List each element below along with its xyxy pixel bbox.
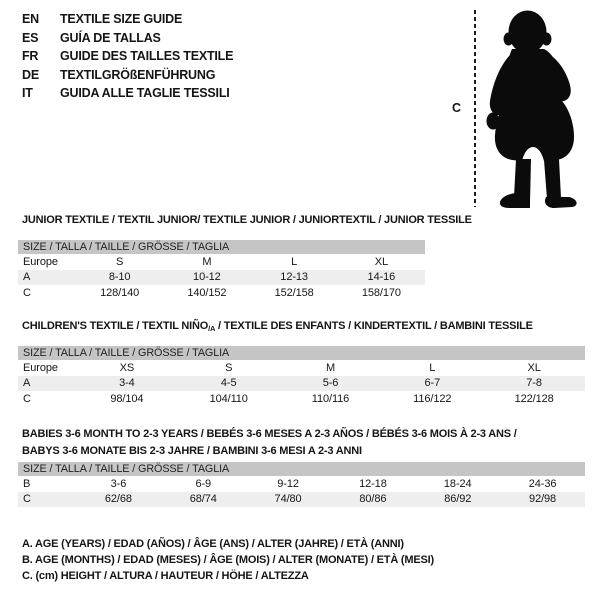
note-age-years: A. AGE (YEARS) / EDAD (AÑOS) / ÂGE (ANS) / ALTER (JAHRE) / ETÀ (ANNI) [22, 538, 404, 550]
row-label: Europe [23, 255, 58, 268]
table-row-age-months [18, 476, 585, 492]
language-list [22, 10, 233, 103]
lang-row-en [22, 10, 233, 29]
children-title-rest: / TEXTILE DES ENFANTS / KINDERTEXTIL / BAMBINI TESSILE [215, 320, 533, 332]
size-cell: 7-8 [483, 376, 585, 392]
size-header-text: SIZE / TALLA / TAILLE / GRÖSSE / TAGLIA [18, 346, 585, 360]
babies-title-line1: BABIES 3-6 MONTH TO 2-3 YEARS / BEBÉS 3-6 MESES A 2-3 AÑOS / BÉBÉS 3-6 MOIS À 2-3 ANS / [22, 428, 517, 440]
babies-section-title [22, 426, 517, 459]
size-cell: 74/80 [246, 492, 331, 508]
size-cell: 62/68 [76, 492, 161, 508]
size-header-bar [18, 240, 425, 254]
lang-row-es [22, 29, 233, 48]
children-size-table [18, 346, 585, 407]
size-cell: 3-4 [76, 376, 178, 392]
note-age-months: B. AGE (MONTHS) / EDAD (MESES) / ÂGE (MOIS) / ALTER (MONATE) / ETÀ (MESI) [22, 554, 434, 567]
size-cell: 5-6 [280, 376, 382, 392]
size-cell: 24-36 [528, 477, 557, 490]
lang-code: FR [22, 49, 39, 64]
size-cell: 68/74 [161, 492, 246, 508]
size-cell: 104/110 [209, 392, 248, 405]
size-cell: 86/92 [415, 492, 500, 508]
size-cell: 12-13 [251, 270, 338, 286]
lang-code: IT [22, 86, 33, 101]
legend-notes [22, 536, 434, 585]
lang-row-de [22, 66, 233, 85]
table-row-height [18, 391, 585, 407]
lang-title: GUIDA ALLE TAGLIE TESSILI [60, 86, 230, 101]
size-cell: 122/128 [514, 392, 554, 405]
size-cell: S [116, 255, 124, 268]
size-cell: 3-6 [110, 477, 127, 490]
size-cell: 4-5 [178, 376, 280, 392]
junior-section-title: JUNIOR TEXTILE / TEXTIL JUNIOR/ TEXTILE JUNIOR / JUNIORTEXTIL / JUNIOR TESSILE [22, 214, 472, 226]
size-cell: 128/140 [100, 286, 140, 299]
babies-title-line2: BABYS 3-6 MONATE BIS 2-3 JAHRE / BAMBINI 3-6 MESI A 2-3 ANNI [22, 444, 362, 457]
size-cell: 6-9 [195, 477, 212, 490]
table-row-height [18, 492, 585, 508]
lang-title: TEXTILGRÖßENFÜHRUNG [60, 67, 216, 82]
size-cell: XL [527, 361, 541, 374]
row-label: A [18, 376, 76, 392]
size-cell: 12-18 [359, 477, 387, 490]
size-cell: 152/158 [274, 286, 314, 299]
row-label: A [18, 270, 76, 286]
size-cell: 158/170 [361, 286, 401, 299]
children-title-main: CHILDREN'S TEXTILE / TEXTIL NIÑO [22, 320, 209, 332]
size-cell: M [325, 361, 336, 374]
note-height-cm: C. (cm) HEIGHT / ALTURA / HAUTEUR / HÖHE / ALTEZZA [22, 570, 309, 583]
size-header-text: SIZE / TALLA / TAILLE / GRÖSSE / TAGLIA [18, 240, 425, 254]
size-header-text: SIZE / TALLA / TAILLE / GRÖSSE / TAGLIA [18, 462, 585, 476]
row-label: Europe [23, 361, 58, 374]
lang-code: DE [22, 67, 39, 82]
lang-row-it [22, 84, 233, 103]
size-cell: S [225, 361, 233, 374]
row-label: C [23, 392, 31, 405]
size-cell: 6-7 [381, 376, 483, 392]
size-cell: 140/152 [187, 286, 227, 299]
lang-code: ES [22, 30, 39, 45]
size-cell: 110/116 [311, 392, 350, 405]
junior-size-table [18, 240, 425, 301]
babies-size-table [18, 462, 585, 507]
height-measure-label: C [452, 101, 462, 115]
size-cell: 10-12 [163, 270, 250, 286]
size-cell: 98/104 [110, 392, 144, 405]
size-cell: 9-12 [277, 477, 299, 490]
size-cell: 14-16 [338, 270, 425, 286]
toddler-silhouette-icon [486, 9, 588, 209]
size-cell: L [291, 255, 298, 268]
size-cell: 18-24 [443, 477, 472, 490]
size-cell: 80/86 [330, 492, 415, 508]
table-row-europe [18, 254, 425, 270]
size-cell: XL [374, 255, 388, 268]
children-section-title [22, 320, 533, 332]
lang-title: GUÍA DE TALLAS [60, 30, 161, 45]
size-cell: XS [119, 361, 135, 374]
height-dashed-line [474, 10, 476, 207]
size-cell: M [202, 255, 212, 268]
table-row-age [18, 376, 585, 392]
row-label: C [23, 286, 31, 299]
table-row-europe [18, 360, 585, 376]
size-cell: 92/98 [500, 492, 585, 508]
row-label: B [23, 477, 31, 490]
lang-title: GUIDE DES TAILLES TEXTILE [60, 49, 234, 64]
size-header-bar [18, 346, 585, 360]
size-cell: L [429, 361, 436, 374]
lang-code: EN [22, 12, 39, 26]
table-row-height [18, 285, 425, 301]
size-cell: 8-10 [76, 270, 163, 286]
children-title-subscript: /A [208, 324, 216, 333]
size-cell: 116/122 [413, 392, 452, 405]
size-header-bar [18, 462, 585, 476]
lang-row-fr [22, 47, 233, 66]
row-label: C [18, 492, 76, 508]
lang-title: TEXTILE SIZE GUIDE [60, 12, 183, 26]
table-row-age [18, 270, 425, 286]
